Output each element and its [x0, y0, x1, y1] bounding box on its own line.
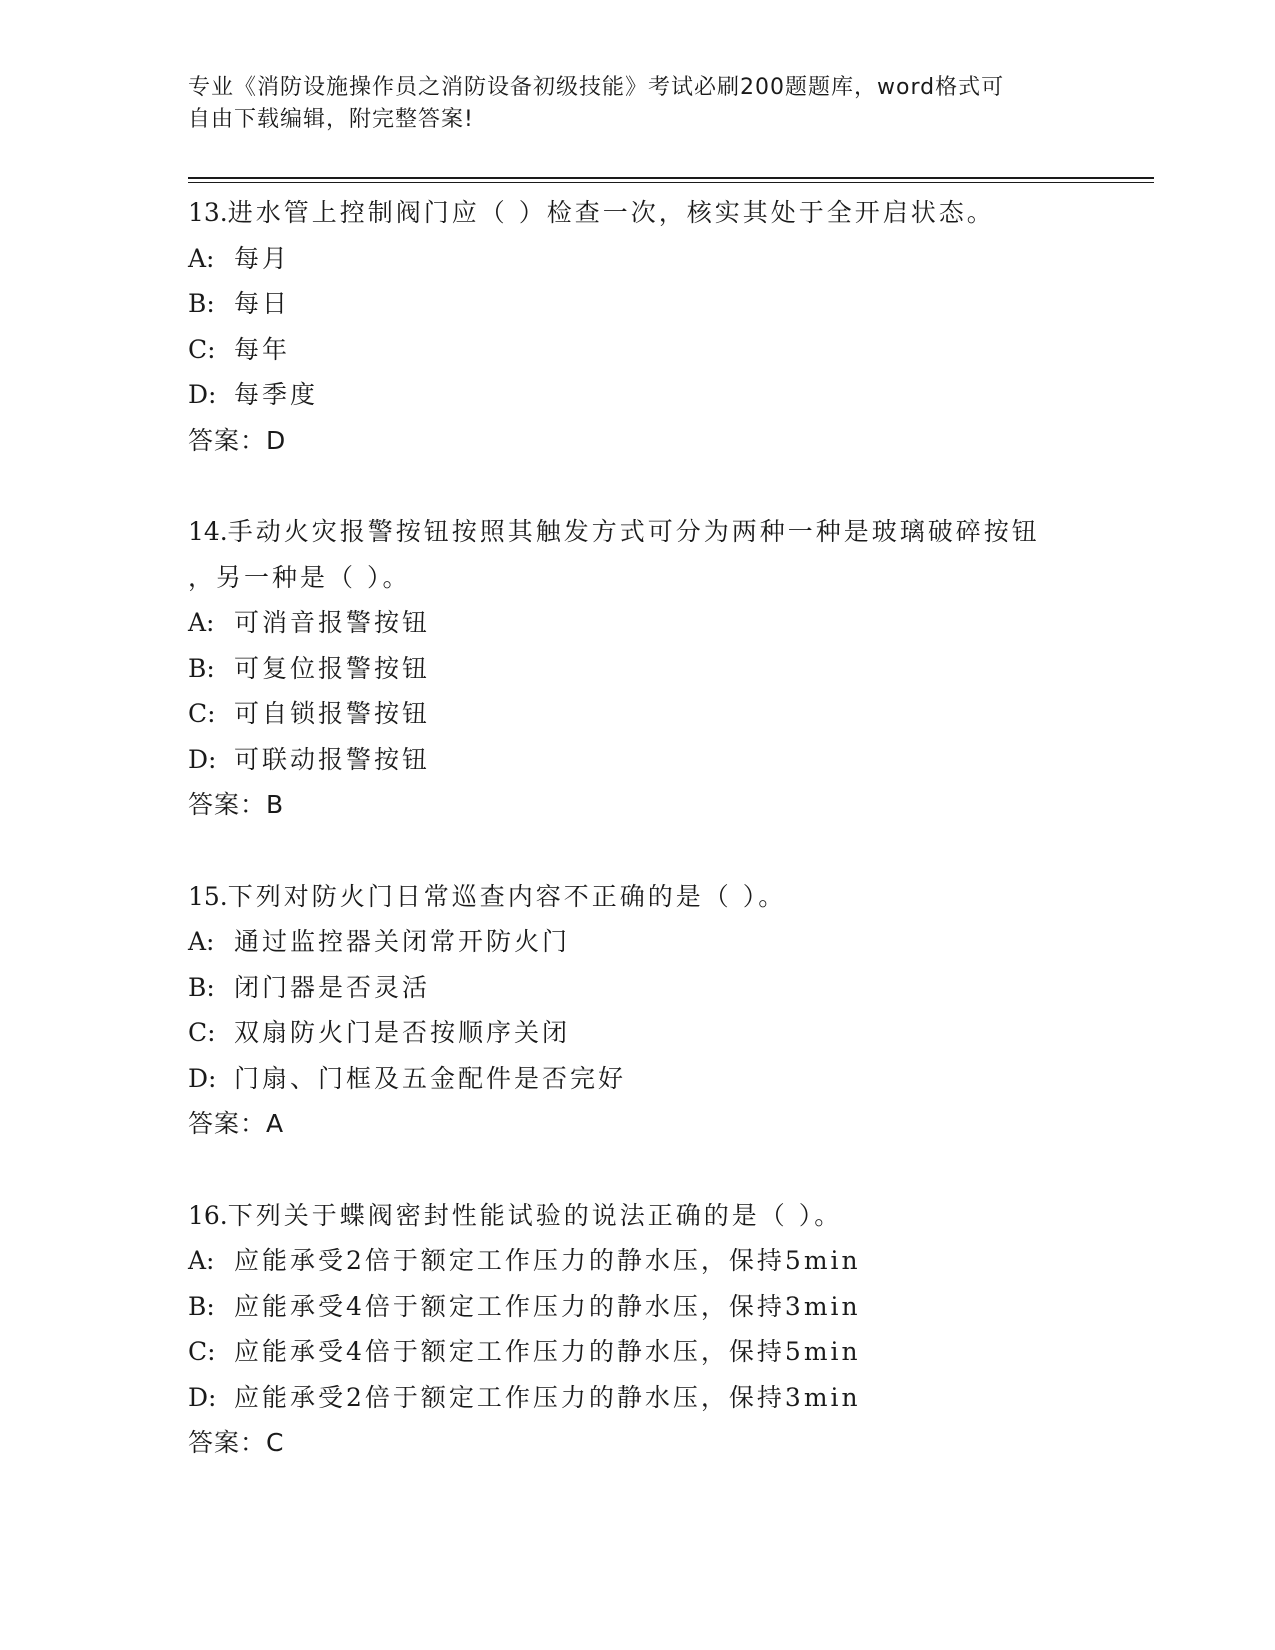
option-text: 应能承受2倍于额定工作压力的静水压，保持5min — [234, 1246, 861, 1275]
option-d — [188, 737, 1148, 783]
option-letter: B: — [188, 972, 215, 1002]
option-text: 门扇、门框及五金配件是否完好 — [234, 1063, 627, 1093]
question-number: 15. — [188, 881, 228, 911]
answer-value: A — [266, 1109, 285, 1138]
option-d — [188, 372, 1148, 418]
option-c — [188, 1010, 1148, 1056]
option-text: 可复位报警按钮 — [234, 653, 431, 683]
header-divider-thick — [188, 177, 1154, 179]
header-title-line-1: 专业《消防设施操作员之消防设备初级技能》考试必刷200题题库，word格式可 — [188, 75, 1005, 100]
option-letter: A: — [188, 608, 215, 637]
option-b — [188, 1284, 1148, 1330]
option-letter: D: — [188, 1382, 217, 1412]
option-letter: B: — [188, 653, 215, 683]
question-number: 16. — [188, 1200, 228, 1230]
option-letter: D: — [188, 1063, 217, 1093]
question-14 — [188, 509, 1148, 828]
option-text: 可自锁报警按钮 — [234, 699, 431, 728]
option-c — [188, 691, 1148, 737]
option-text: 应能承受4倍于额定工作压力的静水压，保持3min — [234, 1291, 861, 1321]
header-divider-thin — [188, 182, 1154, 183]
question-text — [188, 1193, 1148, 1239]
option-letter: B: — [188, 1291, 215, 1321]
answer-line — [188, 1420, 1148, 1466]
option-text: 双扇防火门是否按顺序关闭 — [234, 1018, 571, 1047]
header-title-line-2: 自由下载编辑，附完整答案! — [188, 107, 474, 132]
option-text: 应能承受2倍于额定工作压力的静水压，保持3min — [234, 1382, 861, 1412]
option-text: 每日 — [234, 289, 291, 318]
answer-label: 答案： — [188, 1428, 267, 1457]
option-d — [188, 1056, 1148, 1102]
option-a — [188, 1238, 1148, 1284]
option-a — [188, 600, 1148, 646]
option-text: 通过监控器关闭常开防火门 — [234, 927, 571, 956]
option-letter: C: — [188, 1018, 216, 1047]
option-text: 闭门器是否灵活 — [234, 972, 431, 1002]
option-b — [188, 965, 1148, 1011]
option-text: 每年 — [234, 334, 291, 364]
question-number: 14. — [188, 517, 228, 546]
option-c — [188, 327, 1148, 373]
question-list — [188, 190, 1148, 1466]
answer-label: 答案： — [188, 425, 267, 455]
option-letter: A: — [188, 1246, 215, 1275]
question-text — [188, 509, 1148, 555]
question-stem: 进水管上控制阀门应（ ）检查一次，核实其处于全开启状态。 — [227, 198, 995, 227]
option-c — [188, 1329, 1148, 1375]
option-letter: C: — [188, 1337, 216, 1366]
question-stem: 下列对防火门日常巡查内容不正确的是（ ）。 — [227, 881, 787, 911]
question-15 — [188, 874, 1148, 1147]
document-header — [188, 72, 1088, 136]
option-d — [188, 1375, 1148, 1421]
option-letter: C: — [188, 334, 216, 364]
option-text: 每季度 — [234, 380, 319, 409]
option-b — [188, 281, 1148, 327]
option-letter: D: — [188, 744, 217, 774]
answer-label: 答案： — [188, 1109, 267, 1138]
option-b — [188, 646, 1148, 692]
option-text: 可联动报警按钮 — [234, 744, 431, 774]
option-letter: B: — [188, 289, 215, 318]
answer-line — [188, 418, 1148, 464]
option-text: 每月 — [234, 243, 291, 273]
answer-value: D — [266, 425, 287, 455]
option-a — [188, 236, 1148, 282]
answer-label: 答案： — [188, 790, 267, 819]
question-number: 13. — [188, 198, 228, 227]
question-stem: 下列关于蝶阀密封性能试验的说法正确的是（ ）。 — [227, 1200, 843, 1230]
option-letter: D: — [188, 380, 217, 409]
question-16 — [188, 1193, 1148, 1466]
option-letter: A: — [188, 927, 215, 956]
question-text — [188, 874, 1148, 920]
option-text: 应能承受4倍于额定工作压力的静水压，保持5min — [234, 1337, 861, 1366]
option-letter: A: — [188, 243, 215, 273]
answer-value: C — [266, 1428, 285, 1457]
question-text — [188, 190, 1148, 236]
answer-line — [188, 1101, 1148, 1147]
answer-line — [188, 782, 1148, 828]
question-stem: 手动火灾报警按钮按照其触发方式可分为两种一种是玻璃破碎按钮 — [227, 517, 1040, 546]
question-text-continued: ，另一种是（ ）。 — [188, 562, 411, 592]
option-text: 可消音报警按钮 — [234, 608, 431, 637]
question-13 — [188, 190, 1148, 463]
answer-value: B — [266, 790, 285, 819]
option-letter: C: — [188, 699, 216, 728]
option-a — [188, 919, 1148, 965]
